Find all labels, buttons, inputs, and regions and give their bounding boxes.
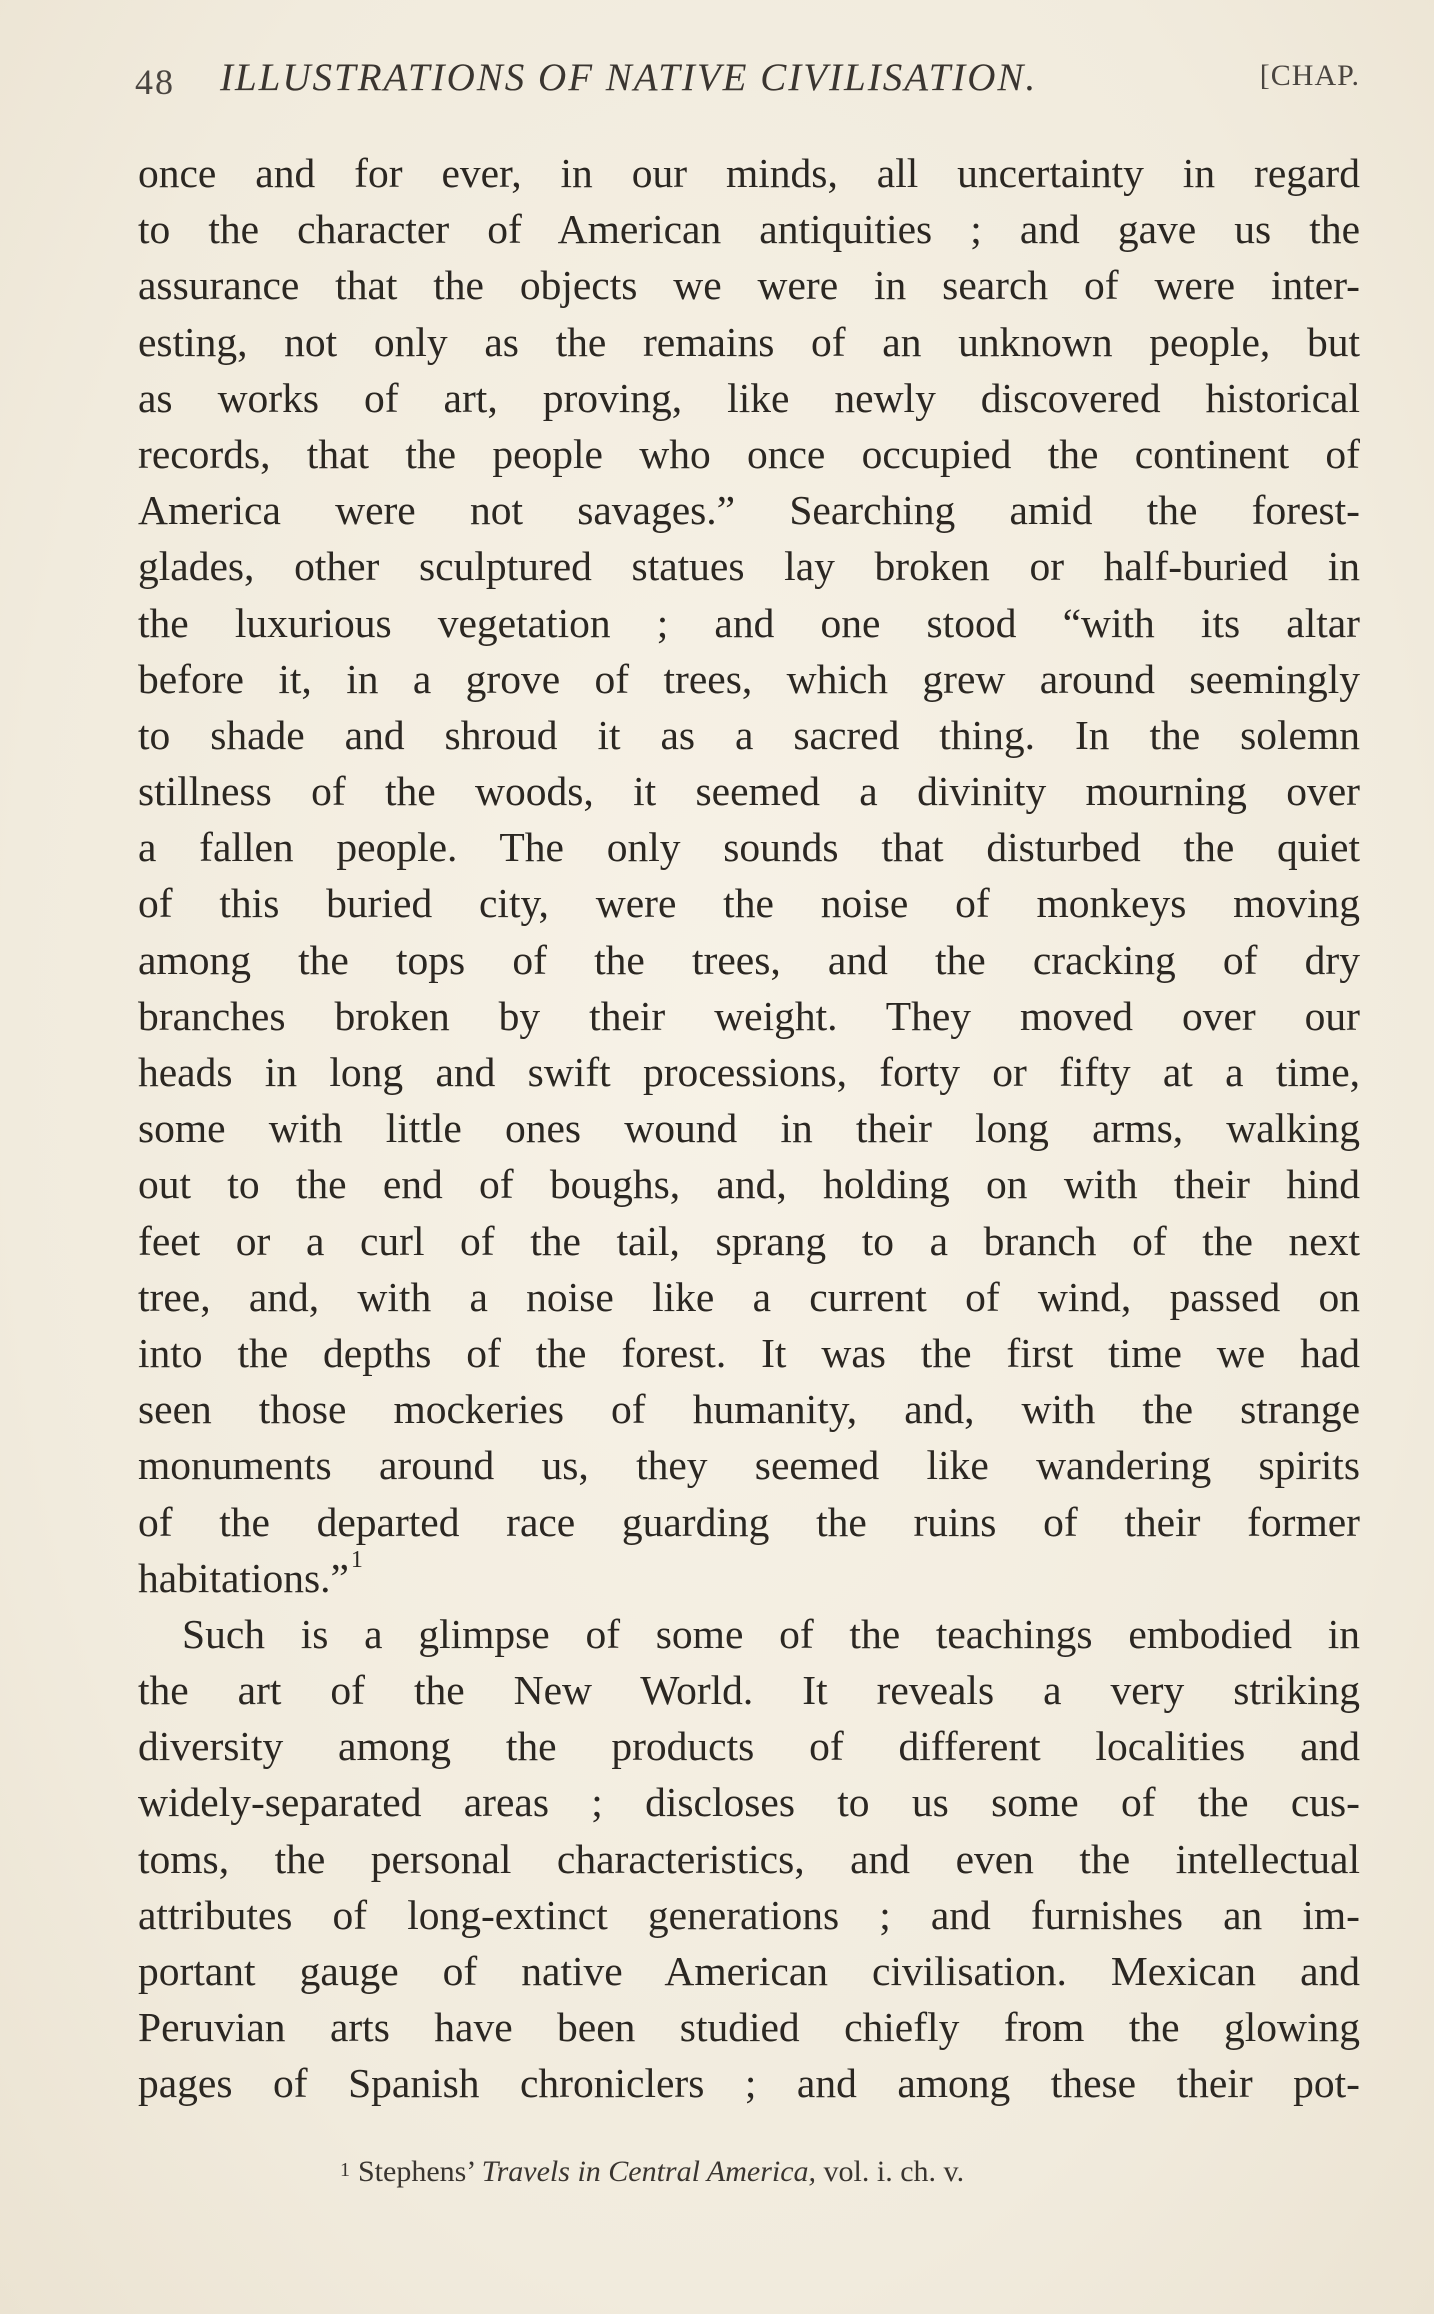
- text-line: the art of the New World. It reveals a very striking: [138, 1667, 1360, 1714]
- text-line: as works of art, proving, like newly discovered historical: [138, 374, 1360, 421]
- footnote-reference[interactable]: 1: [350, 1549, 363, 1573]
- text-line: widely-separated areas ; discloses to us some of the cus-: [138, 1779, 1360, 1826]
- text-line: into the depths of the forest. It was the first time we had: [138, 1329, 1360, 1376]
- closing-text: habitations.”: [138, 1554, 349, 1601]
- text-line: attributes of long-extinct generations ; and furnishes an im-: [138, 1891, 1360, 1938]
- footnote-title: Travels in Central America,: [481, 2155, 817, 2188]
- paragraph-2: [138, 1606, 1360, 2112]
- page-number: 48: [135, 62, 175, 102]
- text-line: tree, and, with a noise like a current of wind, passed on: [138, 1273, 1360, 1320]
- text-line: some with little ones wound in their long arms, walking: [138, 1105, 1360, 1152]
- running-head: [135, 55, 1360, 115]
- text-line: among the tops of the trees, and the cracking of dry: [138, 936, 1360, 983]
- text-line: to the character of American antiquities ; and gave us the: [138, 206, 1360, 253]
- body-text: [138, 145, 1360, 2112]
- footnote-marker: 1: [340, 2159, 350, 2181]
- text-line: Such is a glimpse of some of the teachings embodied in: [182, 1610, 1360, 1657]
- text-line: feet or a curl of the tail, sprang to a branch of the next: [138, 1217, 1360, 1264]
- text-line: branches broken by their weight. They moved over our: [138, 992, 1360, 1039]
- footnote-author: Stephens’: [358, 2155, 475, 2188]
- text-line: to shade and shroud it as a sacred thing. In the solemn: [138, 711, 1360, 758]
- text-line: diversity among the products of different localities and: [138, 1723, 1360, 1770]
- text-line: out to the end of boughs, and, holding on with their hind: [138, 1161, 1360, 1208]
- footnote-location: vol. i. ch. v.: [823, 2155, 965, 2188]
- text-line: a fallen people. The only sounds that disturbed the quiet: [138, 824, 1360, 871]
- text-line: of the departed race guarding the ruins of their former: [138, 1498, 1360, 1545]
- text-line: pages of Spanish chroniclers ; and among these their pot-: [138, 2060, 1360, 2107]
- paragraph-1: [138, 145, 1360, 1606]
- text-line: stillness of the woods, it seemed a divinity mourning over: [138, 768, 1360, 815]
- text-line: before it, in a grove of trees, which grew around seemingly: [138, 655, 1360, 702]
- text-line: monuments around us, they seemed like wandering spirits: [138, 1442, 1360, 1489]
- text-line: esting, not only as the remains of an unknown people, but: [138, 318, 1360, 365]
- text-line: records, that the people who once occupied the continent of: [138, 430, 1360, 477]
- chapter-mark: [CHAP.: [1259, 59, 1360, 92]
- text-line: toms, the personal characteristics, and even the intellectual: [138, 1835, 1360, 1882]
- running-title: ILLUSTRATIONS OF NATIVE CIVILISATION.: [220, 56, 1038, 99]
- text-line: of this buried city, were the noise of monkeys moving: [138, 880, 1360, 927]
- text-line: once and for ever, in our minds, all uncertainty in regard: [138, 150, 1360, 196]
- text-line: seen those mockeries of humanity, and, with the strange: [138, 1386, 1360, 1433]
- text-line: America were not savages.” Searching amid the forest-: [138, 487, 1360, 534]
- footnote: [340, 2155, 964, 2189]
- text-line: glades, other sculptured statues lay broken or half-buried in: [138, 543, 1360, 590]
- text-line: heads in long and swift processions, forty or fifty at a time,: [138, 1049, 1360, 1095]
- text-line: portant gauge of native American civilisation. Mexican and: [138, 1948, 1360, 1994]
- text-line: assurance that the objects we were in search of were inter-: [138, 262, 1360, 309]
- text-line: Peruvian arts have been studied chiefly from the glowing: [138, 2004, 1360, 2051]
- text-line-closing: [138, 1550, 1360, 1606]
- text-line: the luxurious vegetation ; and one stood “with its altar: [138, 599, 1360, 646]
